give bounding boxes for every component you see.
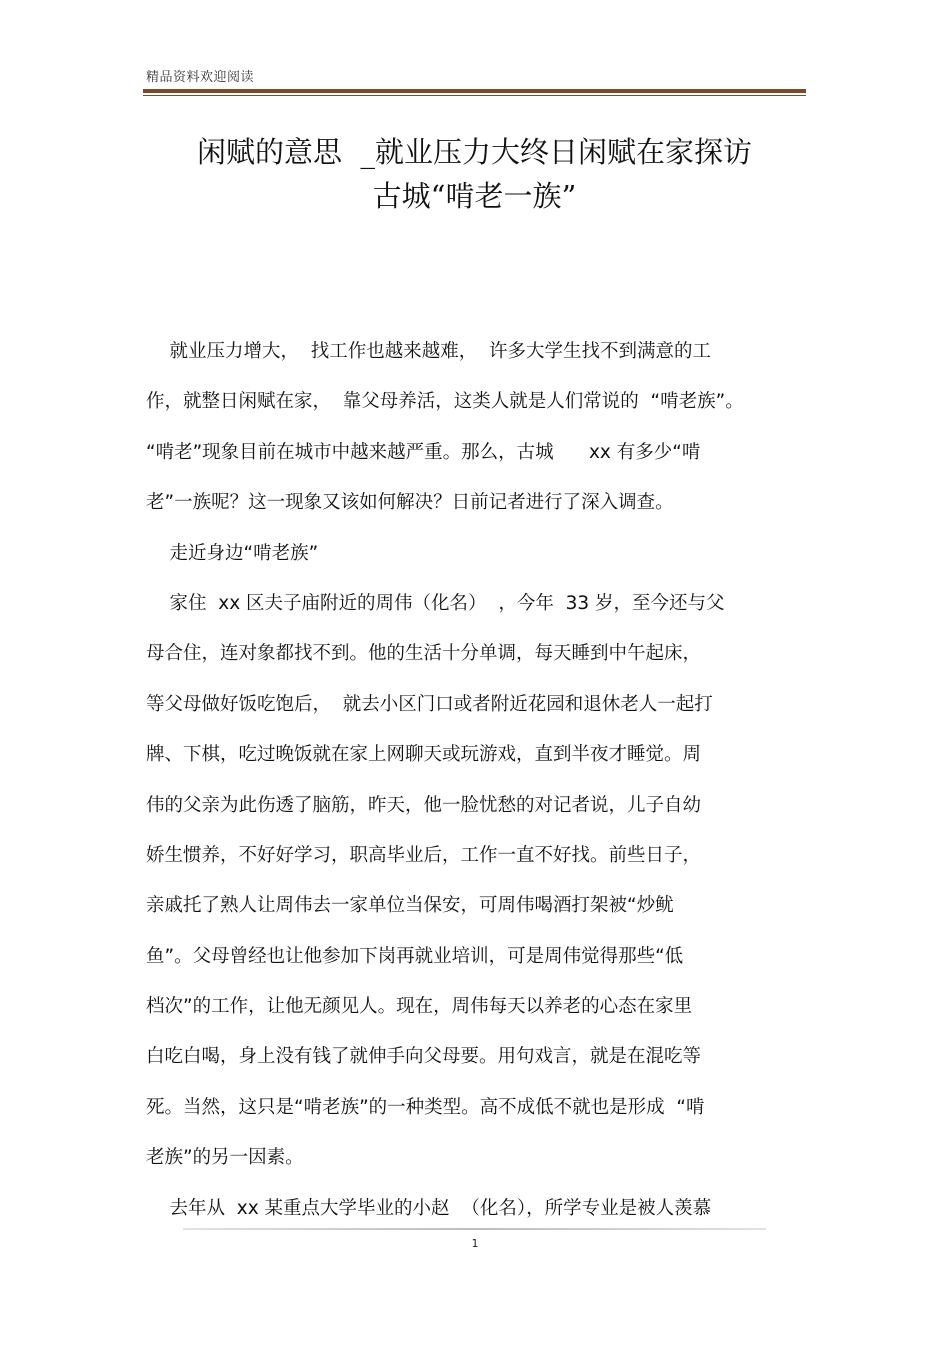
- body-line: 老族”的另一因素。: [146, 1147, 304, 1169]
- header-rule-thick: [143, 89, 806, 93]
- header-text: 精品资料欢迎阅读: [146, 70, 255, 85]
- body-line: 老”一族呢？这一现象又该如何解决？日前记者进行了深入调查。: [146, 492, 674, 514]
- body-line: 档次”的工作，让他无颜见人。现在，周伟每天以养老的心态在家里: [146, 996, 693, 1018]
- header-rule-thin: [143, 95, 806, 96]
- body-line: 娇生惯养，不好好学习，职高毕业后，工作一直不好找。前些日子，: [146, 844, 702, 866]
- body-line: 牌、下棋，吃过晚饭就在家上网聊天或玩游戏，直到半夜才睡觉。周: [146, 744, 702, 766]
- document-title: [143, 130, 806, 218]
- body-line: 亲戚托了熟人让周伟去一家单位当保安，可周伟喝酒打架被“炒鱿: [146, 895, 674, 917]
- title-line-2: 古城“啃老一族”: [372, 179, 577, 213]
- body-line: “啃老”现象目前在城市中越来越严重。那么，古城 xx 有多少“啃: [146, 441, 701, 463]
- body-line: 等父母做好饭吃饱后， 就去小区门口或者附近花园和退休老人一起打: [146, 693, 713, 715]
- body-line: 走近身边“啃老族”: [146, 542, 319, 564]
- body-line: 作，就整日闲赋在家， 靠父母养活，这类人就是人们常说的 “啃老族”。: [146, 391, 744, 413]
- footer-rule: [183, 1228, 766, 1230]
- body-line: 就业压力增大， 找工作也越来越难， 许多大学生找不到满意的工: [146, 341, 712, 362]
- body-line: 白吃白喝，身上没有钱了就伸手向父母要。用句戏言，就是在混吃等: [146, 1046, 702, 1068]
- body-line: 去年从 xx 某重点大学毕业的小赵 （化名），所学专业是被人羡慕: [146, 1197, 712, 1219]
- body-line: 家住 xx 区夫子庙附近的周伟（化名） ，今年 33 岁，至今还与父: [146, 592, 725, 614]
- body-text: [146, 327, 810, 1234]
- body-line: 母合住，连对象都找不到。他的生活十分单调，每天睡到中午起床，: [146, 643, 702, 665]
- body-line: 死。当然，这只是“啃老族”的一种类型。高不成低不就也是形成 “啃: [146, 1096, 705, 1118]
- page-number: 1: [471, 1237, 479, 1250]
- title-line-1: 闲赋的意思 _就业压力大终日闲赋在家探访: [197, 135, 752, 169]
- body-line: 鱼”。父母曾经也让他参加下岗再就业培训，可是周伟觉得那些“低: [146, 945, 684, 967]
- body-line: 伟的父亲为此伤透了脑筋，昨天，他一脸忧愁的对记者说，儿子自幼: [146, 794, 702, 816]
